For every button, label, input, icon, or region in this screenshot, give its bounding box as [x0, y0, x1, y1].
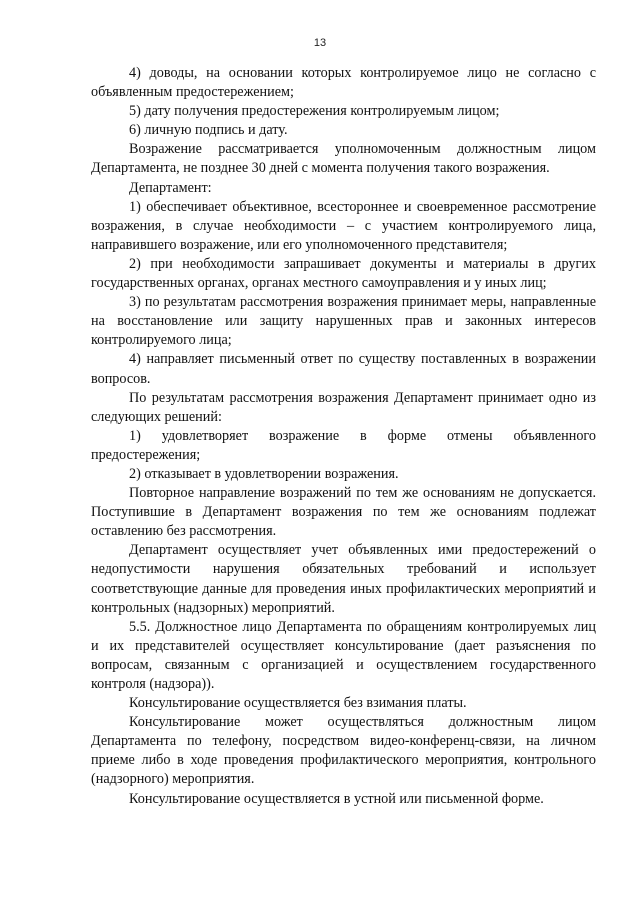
- paragraph: 4) доводы, на основании которых контролируемое лицо не согласно с объявленным предостережением;: [91, 65, 596, 101]
- paragraph: Повторное направление возражений по тем же основаниям не допускается. Поступившие в Департамент возражения по тем же основаниям подлежат оставлению без рассмотрения.: [91, 485, 596, 540]
- paragraph: 3) по результатам рассмотрения возражения принимает меры, направленные на восстановление или защиту нарушенных прав и законных интересов контролируемого лица;: [91, 294, 596, 349]
- document-body: [91, 64, 596, 809]
- paragraph: 5) дату получения предостережения контролируемым лицом;: [129, 103, 500, 120]
- paragraph: Департамент осуществляет учет объявленных ими предостережений о недопустимости нарушения обязательных требований и использует соответствующие данные для проведения иных профилактических мероприятий и контрольных (надзорных) мероприятий.: [91, 542, 596, 616]
- paragraph: 4) направляет письменный ответ по существу поставленных в возражении вопросов.: [91, 351, 596, 387]
- paragraph: Консультирование может осуществляться должностным лицом Департамента по телефону, посредством видео-конференц-связи, на личном приеме либо в ходе проведения профилактического мероприятия, контрольного (надзорного) мероприятия.: [91, 714, 596, 788]
- paragraph: 1) обеспечивает объективное, всестороннее и своевременное рассмотрение возражения, в случае необходимости – с участием контролируемого лица, направившего возражение, или его уполномоченного представителя;: [91, 198, 596, 253]
- paragraph: По результатам рассмотрения возражения Департамент принимает одно из следующих решений:: [91, 389, 596, 425]
- paragraph: Возражение рассматривается уполномоченным должностным лицом Департамента, не позднее 30 дней с момента получения такого возражения.: [91, 141, 596, 177]
- paragraph: 2) отказывает в удовлетворении возражения.: [129, 465, 399, 482]
- paragraph: Консультирование осуществляется в устной или письменной форме.: [129, 790, 544, 807]
- paragraph: Департамент:: [129, 179, 212, 196]
- page-number: 13: [313, 37, 327, 49]
- paragraph: Консультирование осуществляется без взимания платы.: [129, 695, 467, 712]
- paragraph: 1) удовлетворяет возражение в форме отмены объявленного предостережения;: [91, 427, 596, 463]
- paragraph: 2) при необходимости запрашивает документы и материалы в других государственных органах, органах местного самоуправления и у иных лиц;: [91, 255, 596, 292]
- paragraph: 5.5. Должностное лицо Департамента по обращениям контролируемых лиц и их представителей осуществляет консультирование (дает разъяснения по вопросам, связанным с организацией и осуществлением государственного контроля (надзора)).: [91, 618, 596, 692]
- paragraph: 6) личную подпись и дату.: [129, 122, 288, 139]
